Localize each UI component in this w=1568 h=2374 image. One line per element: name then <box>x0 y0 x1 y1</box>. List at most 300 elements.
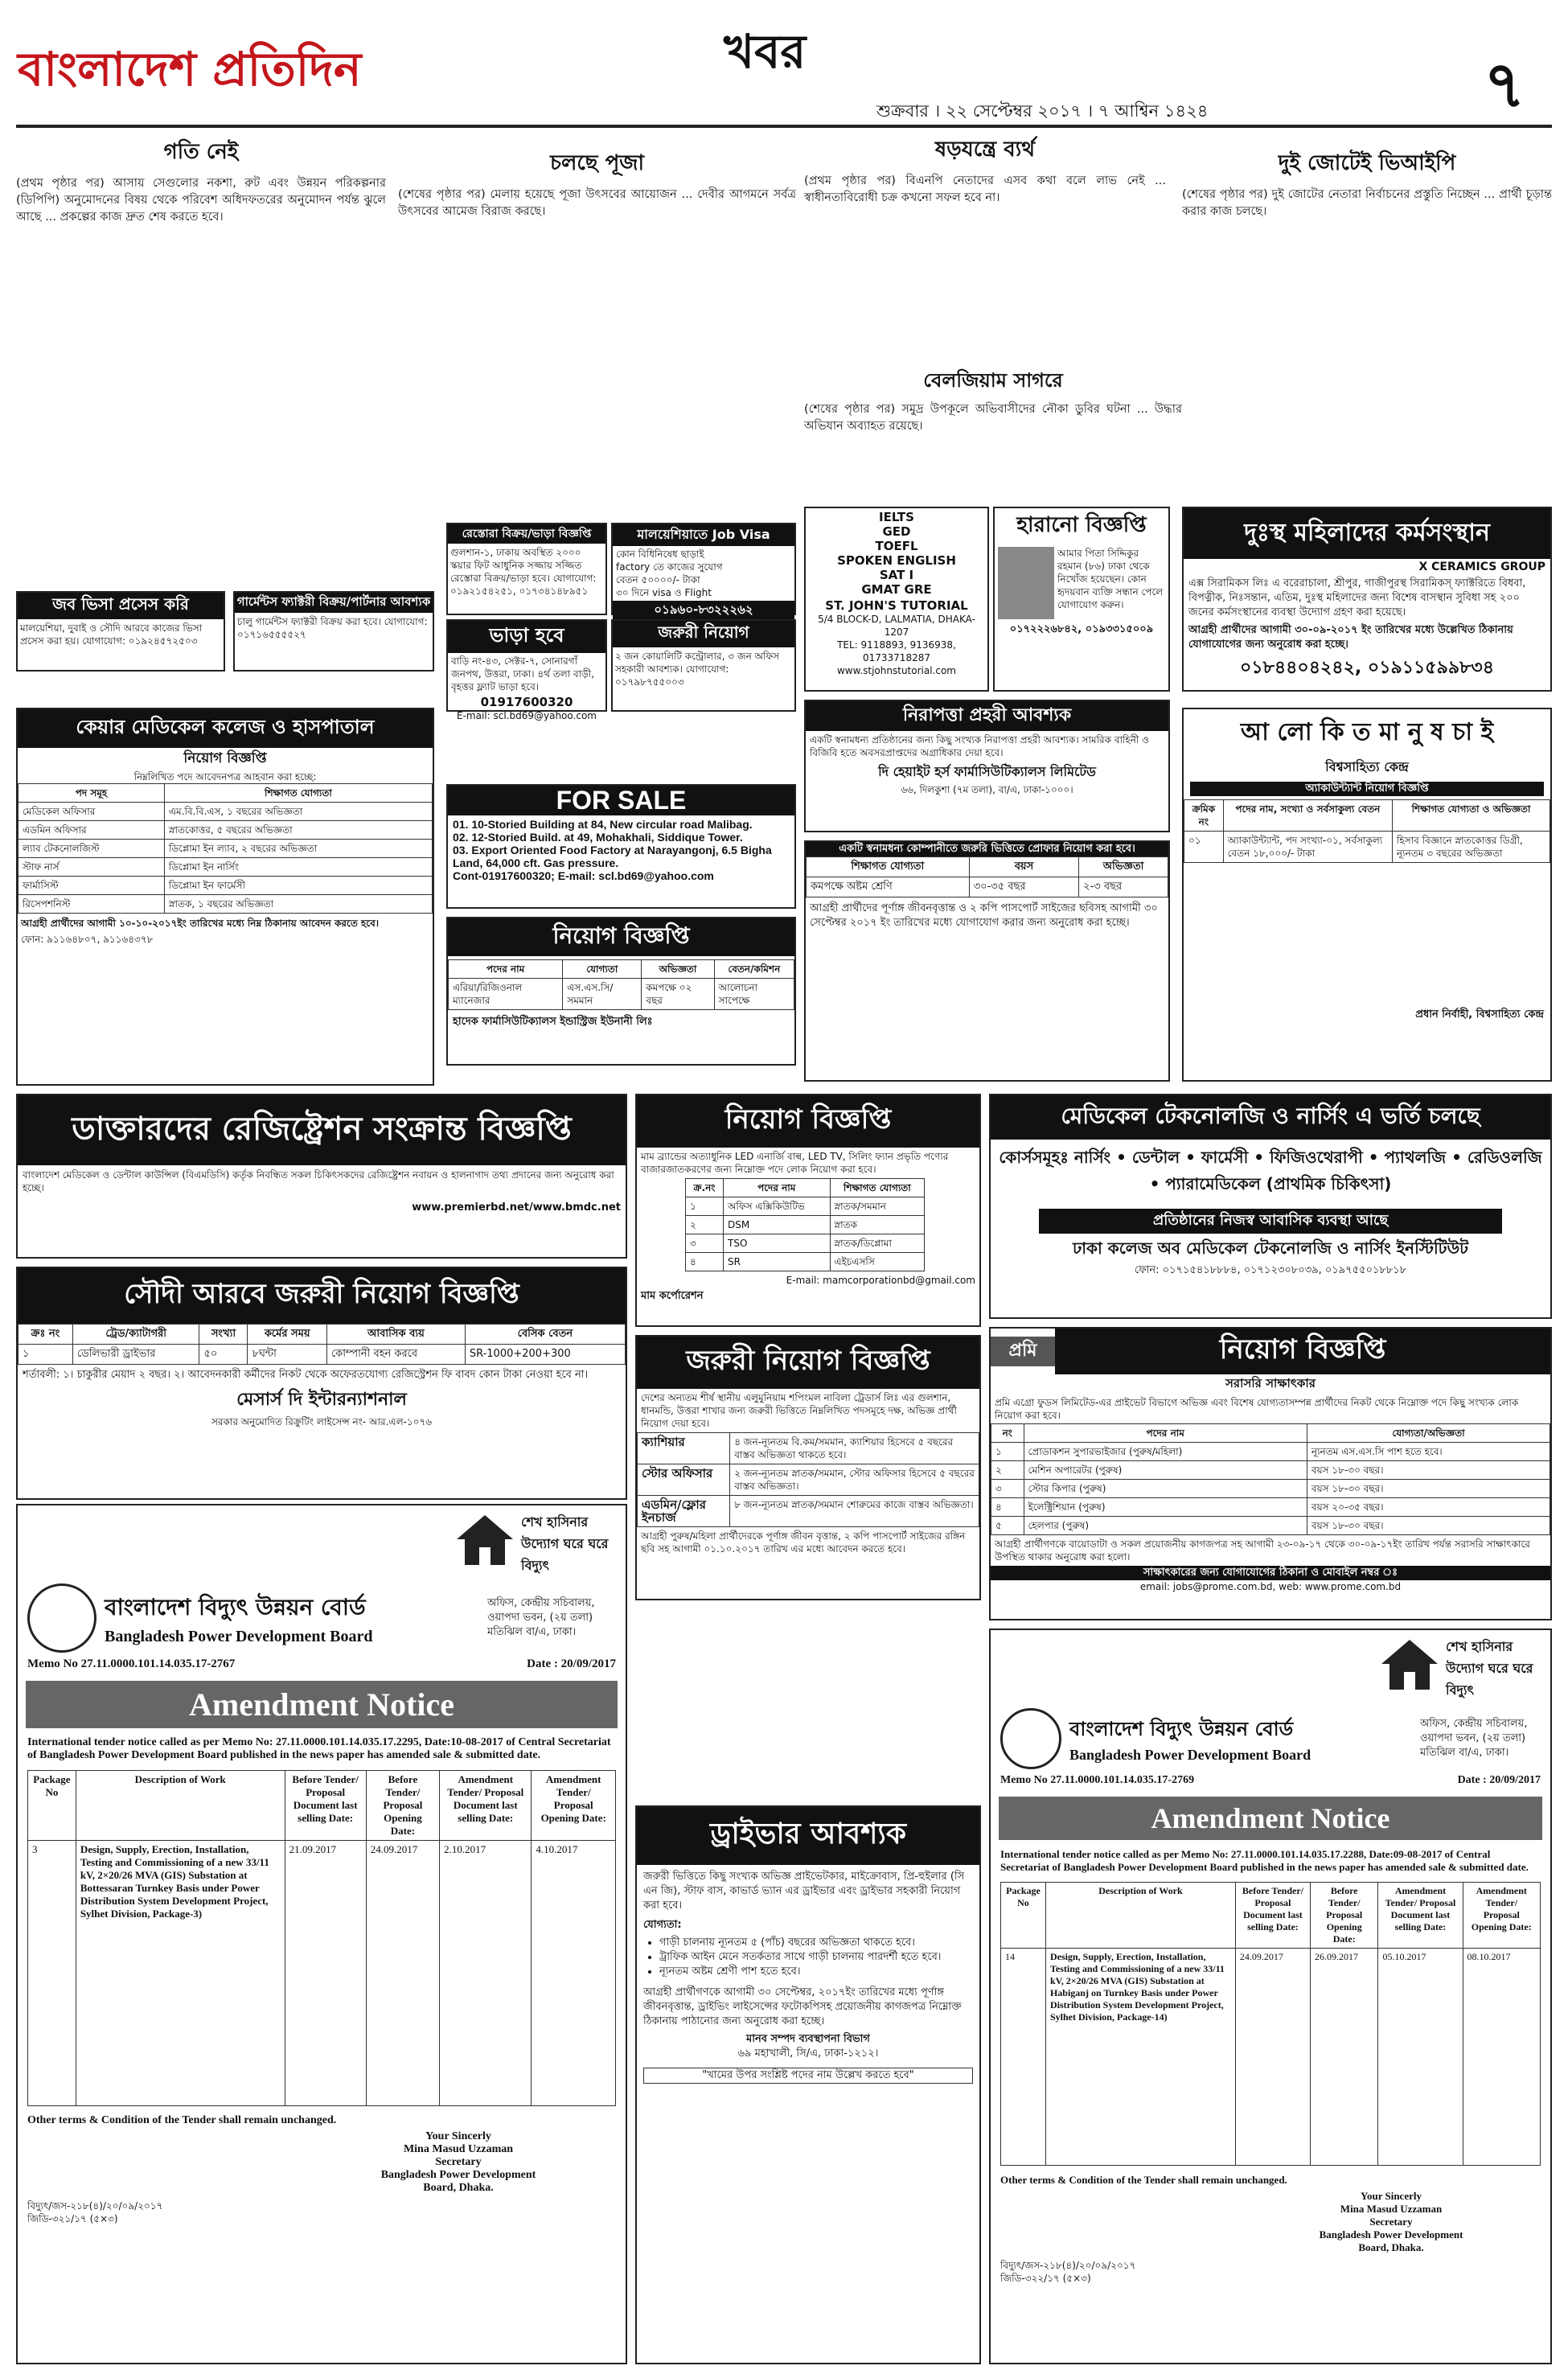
table-cell: এস.এস.সি/সমমান <box>563 979 642 1010</box>
bpdb-date: Date : 20/09/2017 <box>1457 1774 1541 1786</box>
bpdb-memo: Memo No 27.11.0000.101.14.035.17-2767 <box>27 1657 236 1670</box>
article-goti-nei <box>16 135 386 778</box>
table-header: পদের নাম, সংখ্যা ও সর্বসাকুল্য বেতন <box>1223 800 1392 832</box>
article-body: (প্রথম পৃষ্ঠার পর) বিএনপি নেতাদের এসব কথা বলে লাভ নেই ... স্বাধীনতাবিরোধী চক্র কখনো সফল হবে না। <box>804 175 1166 204</box>
ad-garments <box>233 591 434 672</box>
table-header: Description of Work <box>1045 1883 1235 1949</box>
post-detail: ২ জন-ন্যূনতম স্নাতক/সমমান, স্টোর অফিসার হিসেবে ৫ বছরের বাস্তব অভিজ্ঞতা। <box>730 1464 979 1496</box>
table-header: ক্রমিক নং <box>1184 800 1224 832</box>
led-table <box>685 1178 925 1271</box>
signature-line: Your Sincerly <box>425 2130 491 2142</box>
table-header: সংখ্যা <box>199 1325 248 1345</box>
ad-footer: আগ্রহী প্রার্থীগণকে বায়োডাটা ও সকল প্রয়োজনীয় কাগজপত্র সহ আগামী ২৩-০৯-১৭ থেকে ৩০-০৯-১৭ইং তারিখ পর্যন্ত সরাসরি সাক্ষাৎকারে উপস্থিত থাকার অনুরোধ করা হলো। <box>995 1538 1530 1563</box>
ad-bmdc <box>16 1094 627 1259</box>
ad-niropotta <box>804 700 1170 832</box>
table-header: পদের নাম <box>724 1179 830 1197</box>
table-cell: কোম্পানী বহন করবে <box>326 1345 465 1365</box>
table-cell: 24.09.2017 <box>1235 1949 1310 2166</box>
table-cell: ১ <box>991 1443 1024 1461</box>
ad-driver <box>635 1805 981 2364</box>
table-row <box>638 1433 979 1464</box>
ad-item: বেতন ৫০০০০/- টাকা <box>616 574 700 585</box>
table-row <box>18 840 433 858</box>
table-cell: ১ <box>686 1197 724 1216</box>
table-header: Package No <box>1001 1883 1046 1949</box>
bpdb-name-en: Bangladesh Power Development Board <box>1069 1746 1311 1763</box>
ad-title: একটি স্বনামধন্য কোম্পানীতে জরুরি ভিত্তিতে প্রোফার নিয়োগ করা হবে। <box>806 842 1168 856</box>
ad-address: ৬৯ মহাখালী, সি/এ, ঢাকা-১২১২। <box>737 2047 879 2060</box>
missing-person-photo <box>998 547 1054 619</box>
joruri-post-table <box>637 1432 979 1527</box>
bpdb-memo: Memo No 27.11.0000.101.14.035.17-2769 <box>1000 1774 1195 1786</box>
ad-joruri-niyog-small <box>611 619 796 712</box>
ad-joruri-niyog-big <box>635 1335 981 1600</box>
bpdb-office: অফিস, কেন্দ্রীয় সচিবালয়, ওয়াপদা ভবন, (২য় তলা) মতিঝিল বা/এ, ঢাকা। <box>487 1597 595 1638</box>
table-header: শিক্ষাগত যোগ্যতা <box>830 1179 925 1197</box>
ad-title: ড্রাইভার আবশ্যক <box>637 1807 979 1865</box>
ad-dushtho <box>1182 507 1552 692</box>
table-cell: এরিয়া/রিজিওনাল ম্যানেজার <box>449 979 563 1010</box>
signature-line: Mina Masud Uzzaman <box>1340 2203 1443 2215</box>
ad-org: মানব সম্পদ ব্যবস্থাপনা বিভাগ <box>746 2033 870 2045</box>
pharma-table <box>448 959 794 1010</box>
ad-hostel: প্রতিষ্ঠানের নিজস্ব আবাসিক ব্যবস্থা আছে <box>1039 1209 1502 1234</box>
post-name: ক্যাশিয়ার <box>638 1433 730 1464</box>
ad-title: জব ভিসা প্রসেস করি <box>18 593 224 619</box>
table-header: বয়স <box>969 857 1078 877</box>
ad-course: TOEFL <box>875 539 918 553</box>
table-row <box>991 1517 1550 1535</box>
table-cell: ডেলিভারী ড্রাইভার <box>72 1345 199 1365</box>
ad-proffer <box>804 840 1170 1082</box>
signature-line: Your Sincerly <box>1361 2190 1422 2202</box>
ad-subtitle: অ্যাকাউন্ট্যান্ট নিয়োগ বিজ্ঞপ্তি <box>1190 782 1544 796</box>
ad-job-visa <box>16 591 225 672</box>
bpdb-logo-icon <box>27 1583 96 1653</box>
table-row <box>1184 832 1550 863</box>
article-headline: ষড়যন্ত্রে ব্যর্থ <box>934 138 1036 162</box>
page-number: ৭ <box>1484 47 1526 122</box>
table-cell: স্নাতক/ডিপ্লোমা <box>830 1234 925 1253</box>
table-row <box>807 877 1168 897</box>
table-row <box>686 1216 925 1234</box>
ad-title: রেস্তোরা বিক্রয়/ভাড়া বিজ্ঞপ্তি <box>448 524 605 544</box>
table-cell: মেশিন অপারেটর (পুরুষ) <box>1024 1461 1307 1480</box>
signature-line: Mina Masud Uzzaman <box>403 2143 514 2155</box>
table-cell: ন্যূনতম এস.এস.সি পাশ হতে হবে। <box>1307 1443 1550 1461</box>
ad-body: আগ্রহী প্রার্থীদের পূর্ণাঙ্গ জীবনবৃত্তান্ত ও ২ কপি পাসপোর্ট সাইজের ছবিসহ আগামী ৩০ সেপ্টেম্বর ২০১৭ ইং তারিখের মধ্যে যোগাযোগ করার জন্য অনুরোধ করা হচ্ছে। <box>810 902 1158 929</box>
ad-title: জরুরী নিয়োগ <box>613 621 794 647</box>
table-row <box>28 1841 616 2106</box>
bpdb-notice-left <box>16 1504 627 2364</box>
ad-title: দুঃস্থ মহিলাদের কর্মসংস্থান <box>1184 508 1550 559</box>
bpdb-tender-table <box>27 1770 616 2106</box>
article-belgium <box>804 366 1182 511</box>
ad-medical-tech <box>989 1094 1552 1319</box>
bpdb-name-bn: বাংলাদেশ বিদ্যুৎ উন্নয়ন বোর্ড <box>105 1594 366 1620</box>
ad-name: ঢাকা কলেজ অব মেডিকেল টেকনোলজি ও নার্সিং ইনস্টিটিউট <box>1072 1238 1469 1258</box>
post-name: এডমিন/ফ্লোর ইনচার্জ <box>638 1496 730 1527</box>
bpdb-code: বিদ্যুৎ/জস-২১৮(৪)/২০/০৯/২০১৭ জিডি-৩২২/১৭ (৫×৩) <box>1000 2260 1136 2284</box>
ad-saudi <box>16 1267 627 1500</box>
ad-restaurant-rent <box>446 523 607 615</box>
table-cell: 05.10.2017 <box>1378 1949 1463 2166</box>
ad-body: মালয়েশিয়া, দুবাই ও সৌদি আরবে কাজের ভিসা প্রসেস করা হয়। যোগাযোগ: ০১৯২৪৫৭২৫০৩ <box>20 622 203 647</box>
ad-contact: ফোন: ৯১১৬৪৮০৭, ৯১১৬৪৩৭৮ <box>21 934 154 945</box>
ad-contact: Cont-01917600320; E-mail: scl.bd69@yahoo.com <box>453 869 714 882</box>
table-row <box>991 1443 1550 1461</box>
ad-prome <box>989 1327 1552 1620</box>
ad-subtitle: নিয়োগ বিজ্ঞপ্তি <box>183 750 267 766</box>
table-header: Amendment Tender/ Proposal Opening Date: <box>532 1771 616 1841</box>
driver-requirements <box>637 1936 979 1979</box>
ad-courses: কোর্সসমূহঃ নার্সিং • ডেন্টাল • ফার্মেসী • ফিজিওথেরাপী • প্যাথলজি • রেডিওলজি • প্যারামেডিকেল (প্রাথমিক চিকিৎসা) <box>999 1148 1542 1193</box>
ad-title: আ লো কি ত মা নু ষ চা ই <box>1240 718 1494 746</box>
ad-org: বিশ্বসাহিত্য কেন্দ্র <box>1325 759 1409 774</box>
table-header: Amendment Tender/ Proposal Document last selling Date: <box>1378 1883 1463 1949</box>
table-cell: ১ <box>18 1345 73 1365</box>
table-cell: রিসেপশনিস্ট <box>18 895 165 914</box>
ad-phone: ০১৮৪৪০৪২৪২, ০১৯১১৫৯৯৮৩৪ <box>1240 658 1494 678</box>
ad-title: হারানো বিজ্ঞপ্তি <box>1016 513 1147 537</box>
table-cell: বয়স ১৮-৩০ বছর। <box>1307 1461 1550 1480</box>
ad-title: কেয়ার মেডিকেল কলেজ ও হাসপাতাল <box>18 709 433 748</box>
table-header: Package No <box>28 1771 76 1841</box>
table-cell: SR-1000+200+300 <box>465 1345 625 1365</box>
table-header: নং <box>991 1424 1024 1443</box>
bpdb-footer: Other terms & Condition of the Tender shall remain unchanged. <box>27 2114 337 2126</box>
ad-title: ভাড়া হবে <box>448 621 605 653</box>
table-cell: প্রোডাকশন সুপারভাইজার (পুরুষ/মহিলা) <box>1024 1443 1307 1461</box>
table-header: Amendment Tender/ Proposal Document last selling Date: <box>440 1771 532 1841</box>
table-row <box>638 1496 979 1527</box>
table-cell: ডিপ্লোমা ইন নার্সিং <box>164 858 432 877</box>
signature-line: Secretary <box>435 2156 482 2168</box>
ad-title: নিয়োগ বিজ্ঞপ্তি <box>1055 1329 1550 1374</box>
table-row <box>638 1464 979 1496</box>
ad-body: বাড়ি নং-৪৩, সেক্টর-৭, সোনারগাঁ জনপথ, উত্তরা, ঢাকা। ৪র্থ তলা বাড়ী, বৃহত্তর ফ্ল্যাট ভাড়া হবে। <box>451 655 594 692</box>
post-name: স্টোর অফিসার <box>638 1464 730 1496</box>
ad-niyog-led <box>635 1094 981 1327</box>
ad-ielts <box>804 507 989 692</box>
ad-title: জরুরী নিয়োগ বিজ্ঞপ্তি <box>637 1337 979 1389</box>
table-header: শিক্ষাগত যোগ্যতা ও অভিজ্ঞতা <box>1393 800 1550 832</box>
bpdb-intro: International tender notice called as per Memo No: 27.11.0000.101.14.035.17.2288, Date:09-08-2017 of Central Secretariat of Bangladesh Power Development Board published in the news paper has amended sale & submitted date. <box>1000 1848 1529 1873</box>
article-body: (প্রথম পৃষ্ঠার পর) আসায় সেগুলোর নকশা, রুট এবং উন্নয়ন পরিকল্পনার (ডিপিপি) অনুমোদনের বিষয় থেকে পরিবেশ অধিদফতরের অনুমোদন পর্যন্ত ঝুলে আছে ... প্রকল্পের কাজ দ্রুত শেষ করতে হবে। <box>16 177 386 224</box>
table-header: শিক্ষাগত যোগ্যতা <box>807 857 970 877</box>
sale-item: 02. 12-Storied Build. at 49, Mohakhali, Siddique Tower. <box>453 831 743 844</box>
ad-footer: আগ্রহী প্রার্থীদের আগামী ১০-১০-২০১৭ইং তারিখের মধ্যে নিম্ন ঠিকানায় আবেদন করতে হবে। <box>21 918 380 929</box>
house-logo-icon <box>454 1512 516 1568</box>
ad-care-medical <box>16 708 434 1086</box>
issue-date: শুক্রবার । ২২ সেপ্টেম্বর ২০১৭ । ৭ আশ্বিন ১৪২৪ <box>876 101 1209 121</box>
table-cell: স্নাতক, ১ বছরের অভিজ্ঞতা <box>164 895 432 914</box>
table-cell: হিসাব বিজ্ঞানে স্নাতকোত্তর ডিগ্রী, ন্যূনতম ৩ বছরের অভিজ্ঞতা <box>1393 832 1550 863</box>
table-row <box>686 1234 925 1253</box>
sale-item: 03. Export Oriented Food Factory at Narayangonj, 6.5 Bigha Land, 64,000 cft. Gas pressure. <box>453 844 772 869</box>
table-header: বেসিক বেতন <box>465 1325 625 1345</box>
ad-vara <box>446 619 607 721</box>
ad-agency-sub: সরকার অনুমোদিত রিক্রুটিং লাইসেন্স নং- আর.এল-১০৭৬ <box>211 1416 433 1427</box>
bpdb-code: বিদ্যুৎ/জস-২১৮(৪)/২০/০৯/২০১৭ জিডি-৩২১/১৭ (৫×৩) <box>27 2200 163 2224</box>
table-header: যোগ্যতা <box>563 960 642 979</box>
table-row <box>18 877 433 895</box>
table-cell: এইচএসসি <box>830 1253 925 1271</box>
table-header: কর্মের সময় <box>248 1325 326 1345</box>
table-cell: এডমিন অফিসার <box>18 821 165 840</box>
ad-phone: ফোন: ০১৭১৫৪১৮৮৮৪, ০১৭১২৩০৮০৩৯, ০১৯৭৫৫০১৮৮১৮ <box>1134 1264 1407 1276</box>
table-cell: 08.10.2017 <box>1463 1949 1541 2166</box>
table-cell: ২-৩ বছর <box>1079 877 1168 897</box>
table-cell: বয়স ২০-৩৫ বছর। <box>1307 1498 1550 1517</box>
ad-conditions: শর্তাবলী: ১। চাকুরীর মেয়াদ ২ বছর। ২। আবেদনকারী কর্মীদের নিকট থেকে অফেরতযোগ্য রেজিস্ট্রেশন ফি বাবদ কোন টাকা নেওয়া হবে না। <box>23 1369 589 1381</box>
ad-company: হাদেক ফার্মাসিউটিক্যালস ইন্ডাস্ট্রিজ ইউনানী লিঃ <box>453 1016 653 1028</box>
bpdb-logo-icon <box>1000 1708 1061 1769</box>
signature-line: Bangladesh Power Development <box>380 2169 536 2181</box>
table-cell: 2.10.2017 <box>440 1841 532 2106</box>
section-title: খবর <box>724 24 807 79</box>
bpdb-notice-right <box>989 1629 1552 2364</box>
ad-phone: ০১৯৬০-৮৩২২২৬২ <box>613 601 794 621</box>
ad-title: মেডিকেল টেকনোলজি ও নার্সিং এ ভর্তি চলছে <box>991 1095 1550 1140</box>
table-header: ক্রঃ নং <box>18 1325 73 1345</box>
table-cell: 3 <box>28 1841 76 2106</box>
article-headline: দুই জোটেই ভিআইপি <box>1278 151 1456 175</box>
table-cell: স্নাতক <box>830 1216 925 1234</box>
table-header: বেতন/কমিশন <box>714 960 794 979</box>
article-cholche-puja <box>398 146 796 532</box>
table-row <box>18 858 433 877</box>
ad-brand: X CERAMICS GROUP <box>1418 561 1545 573</box>
table-header: Before Tender/ Proposal Opening Date: <box>1310 1883 1377 1949</box>
table-cell: স্নাতক/সমমান <box>830 1197 925 1216</box>
bpdb-slogan: শেখ হাসিনার উদ্যোগ ঘরে ঘরে বিদ্যুৎ <box>521 1514 609 1573</box>
ad-item: কোন বিধিনিষেধ ছাড়াই <box>616 548 704 560</box>
table-row <box>686 1197 925 1216</box>
table-cell: মেডিকেল অফিসার <box>18 803 165 821</box>
table-header: Before Tender/ Proposal Document last selling Date: <box>285 1771 366 1841</box>
bpdb-signature <box>1232 2190 1550 2254</box>
ad-body: আমার পিতা সিদ্দিকুর রহমান (৮৬) ঢাকা থেকে নিখোঁজ হয়েছেন। কোন হৃদয়বান ব্যক্তি সন্ধান পেলে যোগাযোগ করুন। <box>1057 548 1164 610</box>
table-row <box>991 1480 1550 1498</box>
table-cell: DSM <box>724 1216 830 1234</box>
ad-body: গুলশান-১, ঢাকায় অবস্থিত ২০০০ স্কয়ার ফিট আধুনিক সজ্জায় সজ্জিত রেস্তোরা বিক্রয়/ভাড়া হবে। যোগাযোগ: ০১৯২১৫৪২৫১, ০১৭৩৪১৪৮৯৫১ <box>450 547 597 597</box>
table-cell: ৮ঘন্টা <box>248 1345 326 1365</box>
table-cell: 4.10.2017 <box>532 1841 616 2106</box>
ad-item: ৩০ দিনে visa ও Flight <box>616 587 712 598</box>
ad-contact-title: সাক্ষাৎকারের জন্য যোগাযোগের ঠিকানা ও মোবাইল নম্বর ঃ <box>991 1566 1550 1580</box>
ad-body: জরুরী ভিত্তিতে কিছু সংখ্যক অভিজ্ঞ প্রাইভেটকার, মাইক্রোবাস, প্রি-হুইলার (সি এন জি), স্টাফ বাস, কাভার্ড ভ্যান এর ড্রাইভার এবং ড্রাইভার সহকারী নিয়োগ করা হবে। <box>643 1871 965 1912</box>
newspaper-logo: বাংলাদেশ প্রতিদিন <box>18 42 362 97</box>
requirement-item: • ট্রাফিক আইন মেনে সতর্কতার সাথে গাড়ী চালনায় পারদর্শী হতে হবে। <box>659 1950 979 1965</box>
table-row <box>1001 1949 1541 2166</box>
ad-body: একটি স্বনামধন্য প্রতিষ্ঠানের জন্য কিছু সংখ্যক নিরাপত্তা প্রহরী আবশ্যক। সামরিক বাহিনী ও বিজিবি হতে অবসরপ্রাপ্তদের অগ্রাধিকার দেয়া হবে। <box>810 734 1149 758</box>
ad-note: নিম্নলিখিত পদে আবেদনপত্র আহবান করা হচ্ছে: <box>133 771 317 782</box>
ad-body: প্রমি এগ্রো ফুডস লিমিটেড-এর প্রাইভেট বিভাগে অভিজ্ঞ এবং বিশেষ যোগ্যতাসম্পন্ন প্রার্থীদের নিকট থেকে নিম্নোক্ত পদে কিছু সংখ্যক লোক নিয়োগ করা হবে। <box>995 1397 1519 1421</box>
ad-body: দেশের অন্যতম শীর্ষ স্থানীয় এলুমুনিয়াম শপিংমল নাবিলা ট্রেডার্স লিঃ এর গুলশান, ধানমন্ডি, উত্তরা শাখার জন্য জরুরী ভিত্তিতে নিম্নলিখিত পদসমূহে দক্ষ, অভিজ্ঞ প্রার্থী নিয়োগ দেয়া হবে। <box>641 1392 957 1429</box>
table-cell: ৪ <box>991 1498 1024 1517</box>
ad-title: মালয়েশিয়াতে Job Visa <box>613 524 794 546</box>
table-header: অভিজ্ঞতা <box>1079 857 1168 877</box>
table-row <box>18 1345 626 1365</box>
article-body: (শেষের পৃষ্ঠার পর) সমুদ্র উপকূলে অভিবাসীদের নৌকা ডুবির ঘটনা ... উদ্ধার অভিযান অব্যাহত রয়েছে। <box>804 403 1182 433</box>
table-header: ট্রেড/ক্যাটাগরী <box>72 1325 199 1345</box>
table-row <box>18 821 433 840</box>
ad-course: SPOKEN ENGLISH <box>837 553 956 568</box>
proffer-table <box>806 856 1168 897</box>
article-body: (শেষের পৃষ্ঠার পর) মেলায় হয়েছে পূজা উৎসবের আয়োজন ... দেবীর আগমনে সর্বত্র উৎসবের আমেজ বিরাজ করছে। <box>398 188 796 218</box>
table-row <box>686 1253 925 1271</box>
alokito-table <box>1184 799 1550 863</box>
table-cell: আলোচনা সাপেক্ষে <box>714 979 794 1010</box>
table-cell: ডিপ্লোমা ইন ল্যাব, ২ বছরের অভিজ্ঞতা <box>164 840 432 858</box>
table-cell: স্টাফ নার্স <box>18 858 165 877</box>
amendment-title: Amendment Notice <box>26 1681 618 1728</box>
signature-line: Secretary <box>1369 2216 1413 2228</box>
article-body: (শেষের পৃষ্ঠার পর) দুই জোটের নেতারা নির্বাচনের প্রস্তুতি নিচ্ছেন ... প্রার্থী চূড়ান্ত করার কাজ চলছে। <box>1182 188 1552 218</box>
table-cell: 26.09.2017 <box>1310 1949 1377 2166</box>
table-cell: ডিপ্লোমা ইন ফার্মেসী <box>164 877 432 895</box>
table-cell: অফিস এক্সিকিউটিভ <box>724 1197 830 1216</box>
bpdb-intro: International tender notice called as per Memo No: 27.11.0000.101.14.035.17.2295, Date:10-08-2017 of Central Secretariat of Bangladesh Power Development Board published in the news paper has amended sale & submitted date. <box>27 1736 611 1761</box>
ad-malaysia-visa <box>611 523 796 615</box>
masthead-rule <box>16 125 1552 128</box>
prome-logo: প্রমি <box>991 1337 1055 1366</box>
ad-course: IELTS <box>879 510 914 524</box>
ad-alokito <box>1182 708 1552 1082</box>
table-cell: TSO <box>724 1234 830 1253</box>
table-header: Before Tender/ Proposal Opening Date: <box>366 1771 439 1841</box>
bpdb-date: Date : 20/09/2017 <box>527 1657 616 1670</box>
ad-name: ST. JOHN'S TUTORIAL <box>825 598 968 613</box>
ad-company: মাম কর্পোরেশন <box>641 1290 704 1302</box>
table-cell: বয়স ১৮-৩০ বছর। <box>1307 1517 1550 1535</box>
table-header: Before Tender/ Proposal Document last selling Date: <box>1235 1883 1310 1949</box>
ad-footer: আগ্রহী প্রার্থীগণকে আগামী ৩০ সেপ্টেম্বর, ২০১৭ইং তারিখের মধ্যে পূর্ণাঙ্গ জীবনবৃত্তান্ত, ড্রাইভিং লাইসেন্সের ফটোকপিসহ প্রয়োজনীয় কাগজপত্র নিম্নোক্ত ঠিকানায় পাঠানোর জন্য অনুরোধ করা হচ্ছে। <box>643 1986 962 2027</box>
table-cell: 14 <box>1001 1949 1046 2166</box>
table-header: যোগ্যতা/অভিজ্ঞতা <box>1307 1424 1550 1443</box>
table-header: পদের নাম <box>449 960 563 979</box>
ad-title: FOR SALE <box>448 786 794 815</box>
ad-company: দি হেয়াইট হর্স ফার্মাসিউটিক্যালস লিমিটেড <box>878 764 1096 779</box>
ad-niyog-pharma <box>446 917 796 1066</box>
ad-for-sale <box>446 784 796 909</box>
table-cell: ৫০ <box>199 1345 248 1365</box>
ad-web: www.premierbd.net/www.bmdc.net <box>412 1201 621 1214</box>
ad-address: ৬৬, দিলকুশা (৭ম তলা), বা/এ, ঢাকা-১০০০। <box>901 784 1073 795</box>
article-headline: বেলজিয়াম সাগরে <box>923 369 1063 392</box>
table-cell: এম.বি.বি.এস, ১ বছরের অভিজ্ঞতা <box>164 803 432 821</box>
table-cell: ইলেক্ট্রিশিয়ান (পুরুষ) <box>1024 1498 1307 1517</box>
table-cell: কমপক্ষে ০২ বছর <box>642 979 714 1010</box>
bpdb-signature <box>291 2130 626 2195</box>
ad-phone: TEL: 9118893, 9136938, 01733718287 <box>837 639 956 663</box>
requirement-item: • গাড়ী চালনায় ন্যূনতম ৫ (পাঁচ) বছরের অভিজ্ঞতা থাকতে হবে। <box>659 1936 979 1950</box>
table-cell: ৩ <box>991 1480 1024 1498</box>
amendment-title: Amendment Notice <box>999 1797 1542 1840</box>
ad-address: 5/4 BLOCK-D, LALMATIA, DHAKA-1207 <box>818 614 975 638</box>
ad-note: আগ্রহী প্রার্থীদের আগামী ৩০-০৯-২০১৭ ইং তারিখের মধ্যে উল্লেখিত ঠিকানায় যোগাযোগের জন্য অনুরোধ করা হচ্ছে। <box>1188 624 1513 651</box>
ad-web: www.stjohnstutorial.com <box>836 665 956 676</box>
table-row <box>991 1461 1550 1480</box>
table-cell: ২ <box>991 1461 1024 1480</box>
table-row <box>18 895 433 914</box>
saudi-table <box>18 1324 626 1365</box>
prome-table <box>991 1423 1550 1535</box>
table-cell: ফার্মাসিস্ট <box>18 877 165 895</box>
ad-footer: আগ্রহী পুরুষ/মহিলা প্রার্থীদেরকে পূর্ণাঙ্গ জীবন বৃত্তান্ত, ২ কপি পাসপোর্ট সাইজের রঙ্গিন ছবি সহ আগামী ০১.১০.২০১৭ তারিখ এর মধ্যে আবেদন করতে হবে। <box>641 1530 966 1555</box>
ad-title: সৌদী আরবে জরুরী নিয়োগ বিজ্ঞপ্তি <box>18 1268 626 1324</box>
table-cell: ৩ <box>686 1234 724 1253</box>
signature-line: Board, Dhaka. <box>423 2182 494 2194</box>
table-header: অভিজ্ঞতা <box>642 960 714 979</box>
table-cell: স্টোর কিপার (পুরুষ) <box>1024 1480 1307 1498</box>
bpdb-name-en: Bangladesh Power Development Board <box>105 1628 373 1645</box>
table-cell: SR <box>724 1253 830 1271</box>
table-header: ক্র.নং <box>686 1179 724 1197</box>
ad-email: E-mail: scl.bd69@yahoo.com <box>457 710 597 721</box>
ad-title: নিরাপত্তা প্রহরী আবশ্যক <box>806 701 1168 731</box>
ad-course: GED <box>882 524 911 539</box>
bpdb-tender-table <box>1000 1882 1541 2166</box>
table-header: আবাসিক ব্যয় <box>326 1325 465 1345</box>
bpdb-name-bn: বাংলাদেশ বিদ্যুৎ উন্নয়ন বোর্ড <box>1069 1717 1294 1740</box>
ad-title: ডাক্তারদের রেজিষ্ট্রেশন সংক্রান্ত বিজ্ঞপ্তি <box>18 1095 626 1165</box>
ad-req-title: যোগ্যতা: <box>643 1919 682 1931</box>
signature-line: Board, Dhaka. <box>1358 2241 1424 2253</box>
article-headline: চলছে পূজা <box>549 151 645 175</box>
ad-harano <box>993 507 1170 692</box>
table-header: Amendment Tender/ Proposal Opening Date: <box>1463 1883 1541 1949</box>
table-cell: কমপক্ষে অষ্টম শ্রেণি <box>807 877 970 897</box>
bpdb-slogan: শেখ হাসিনার উদ্যোগ ঘরে ঘরে বিদ্যুৎ <box>1446 1639 1533 1698</box>
article-dui-jote <box>1182 146 1552 500</box>
table-cell: বয়স ১৮-৩০ বছর। <box>1307 1480 1550 1498</box>
table-cell: ৫ <box>991 1517 1024 1535</box>
care-medical-table <box>18 783 433 914</box>
table-cell: হেলপার (পুরুষ) <box>1024 1517 1307 1535</box>
table-row <box>991 1498 1550 1517</box>
signature-line: Bangladesh Power Development <box>1319 2228 1463 2241</box>
ad-body: মাম ব্র্যান্ডের অত্যাধুনিক LED এনার্জি বাল্ব, LED TV, সিলিং ফ্যান প্রভৃতি পণ্যের বাজারজাতকরণের জন্য নিম্নোক্ত পদে লোক নিয়োগ করা হবে। <box>641 1151 949 1175</box>
ad-title: নিয়োগ বিজ্ঞপ্তি <box>637 1095 979 1148</box>
table-cell: ৪ <box>686 1253 724 1271</box>
table-cell: অ্যাকাউন্ট্যান্ট, পদ সংখ্যা-০১, সর্বসাকুল্য বেতন ১৮,০০০/- টাকা <box>1223 832 1392 863</box>
bpdb-office: অফিস, কেন্দ্রীয় সচিবালয়, ওয়াপদা ভবন, (২য় তলা) মতিঝিল বা/এ, ঢাকা। <box>1420 1718 1528 1759</box>
ad-course: GMAT GRE <box>861 582 932 597</box>
table-row <box>449 979 794 1010</box>
table-header: পদের নাম <box>1024 1424 1307 1443</box>
ad-phone: 01917600320 <box>480 695 573 709</box>
ad-email: email: jobs@prome.com.bd, web: www.prome.com.bd <box>1139 1581 1402 1592</box>
ad-item: factory তে কাজের সুযোগ <box>616 561 723 573</box>
ad-footer: প্রধান নির্বাহী, বিশ্বসাহিত্য কেন্দ্র <box>1415 1008 1544 1021</box>
post-detail: ৮ জন-ন্যূনতম স্নাতক/সমমান শোরুমের কাজে বাস্তব অভিজ্ঞতা। <box>730 1496 979 1527</box>
ad-email: E-mail: mamcorporationbd@gmail.com <box>786 1275 975 1286</box>
table-cell: 24.09.2017 <box>366 1841 439 2106</box>
ad-title: নিয়োগ বিজ্ঞপ্তি <box>448 918 794 956</box>
house-logo-icon <box>1378 1637 1441 1693</box>
ad-body: ২ জন কোয়ালিটি কন্ট্রোলার, ৩ জন অফিস সহকারী আবশ্যক। যোগাযোগ: ০১৭৯৮৭৫৫০০৩ <box>615 651 780 688</box>
table-cell: ২ <box>686 1216 724 1234</box>
ad-body: এক্স সিরামিকস লিঃ এ বরেরাচালা, শ্রীপুর, গাজীপুরস্থ সিরামিকস্ ফ্যাক্টরিতে বিধবা, বিপত্নীক, নিঃসন্তান, এতিম, দুঃস্থ মহিলাদের জন্য বিশেষ বাসস্থান সুবিধা সহ ২০০ জনের কর্মসংস্থানের ব্যবস্থা উদ্যোগ গ্রহণ করা হয়েছে। <box>1188 577 1526 618</box>
ad-title: গার্মেন্টস ফ্যাক্টরী বিক্রয়/পার্টনার আবশ্যক <box>235 593 433 613</box>
ad-course: SAT I <box>879 568 914 582</box>
table-cell: ল্যাব টেকনোলজিস্ট <box>18 840 165 858</box>
ad-phone: ০১৭২২২৬৮৪২, ০১৯৩৩১৫০০৯ <box>1009 623 1154 635</box>
table-row <box>18 803 433 821</box>
table-cell: Design, Supply, Erection, Installation, Testing and Commissioning of a new 33/11 kV, 2×20/26 MVA (GIS) Substation at Bottessaran Turnkey Basis under Power Distribution System Development Project, Sylhet Division, Package-3) <box>76 1841 285 2106</box>
